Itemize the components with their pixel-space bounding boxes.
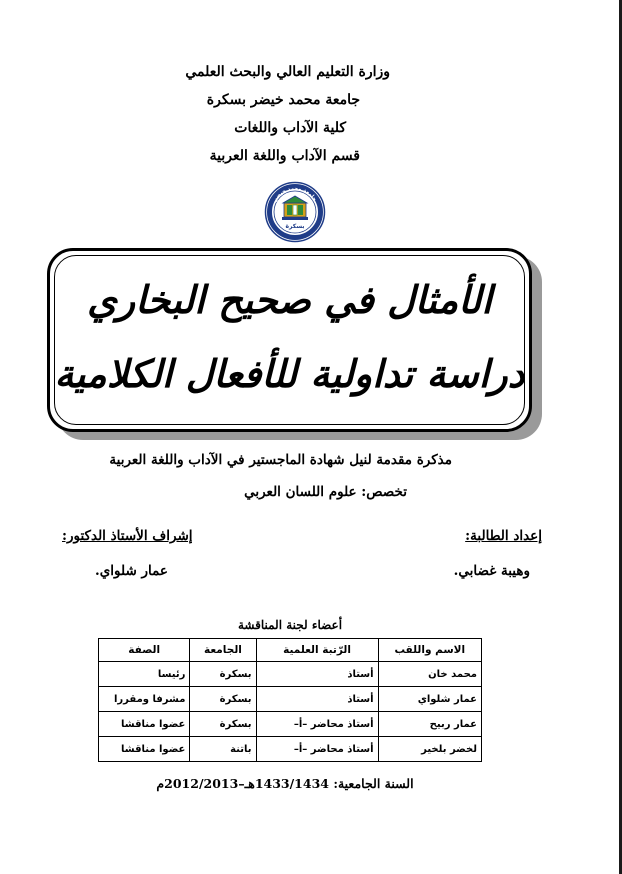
cell-rank: أستاذ bbox=[256, 687, 378, 712]
header-name: الاسم واللقب bbox=[378, 639, 481, 662]
faculty-name: كلية الآداب واللغات bbox=[234, 120, 346, 136]
cell-role: رئيسا bbox=[99, 662, 190, 687]
cell-rank: أستاذ bbox=[256, 662, 378, 687]
cell-name: محمد خان bbox=[378, 662, 481, 687]
cell-role: عضوا مناقشا bbox=[99, 737, 190, 762]
university-seal-icon bbox=[264, 181, 326, 243]
thesis-title-line2: دراسة تداولية للأفعال الكلامية bbox=[54, 351, 525, 396]
cell-name: عمار ربيح bbox=[378, 712, 481, 737]
cell-role: مشرفا ومقررا bbox=[99, 687, 190, 712]
student-label: إعداد الطالبة: bbox=[465, 528, 542, 544]
committee-table bbox=[98, 638, 482, 762]
department-name: قسم الآداب واللغة العربية bbox=[209, 148, 360, 164]
seal-bottom-text: بسكرة bbox=[285, 223, 305, 230]
cell-name: لخضر بلخير bbox=[378, 737, 481, 762]
thesis-title-box bbox=[47, 248, 532, 432]
table-row bbox=[99, 737, 482, 762]
thesis-title-line1: الأمثال في صحيح البخاري bbox=[87, 277, 492, 322]
table-row bbox=[99, 687, 482, 712]
thesis-degree-note: مذكرة مقدمة لنيل شهادة الماجستير في الآداب واللغة العربية bbox=[109, 452, 452, 468]
table-header-row bbox=[99, 639, 482, 662]
cell-rank: أستاذ محاضر –أ– bbox=[256, 737, 378, 762]
academic-year: السنة الجامعية: 1433/1434هـ–2012/2013م bbox=[156, 776, 414, 791]
cell-university: بسكرة bbox=[190, 712, 256, 737]
table-row bbox=[99, 662, 482, 687]
committee-title: أعضاء لجنة المناقشة bbox=[237, 618, 343, 632]
cell-rank: أستاذ محاضر –أ– bbox=[256, 712, 378, 737]
header-role: الصفة bbox=[99, 639, 190, 662]
supervisor-name: عمار شلواي. bbox=[95, 563, 168, 579]
header-rank: الرّتبة العلمية bbox=[256, 639, 378, 662]
seal-top-text: جامعة محمد خيضر bbox=[272, 185, 318, 203]
cell-university: بسكرة bbox=[190, 687, 256, 712]
cell-name: عمار شلواي bbox=[378, 687, 481, 712]
university-name: جامعة محمد خيضر بسكرة bbox=[206, 92, 360, 108]
student-name: وهيبة غضابي. bbox=[453, 563, 530, 579]
table-row bbox=[99, 712, 482, 737]
cell-university: باتنة bbox=[190, 737, 256, 762]
cell-role: عضوا مناقشا bbox=[99, 712, 190, 737]
specialization: تخصص: علوم اللسان العربي bbox=[244, 484, 407, 500]
supervisor-label: إشراف الأستاذ الدكتور: bbox=[62, 528, 193, 544]
ministry-name: وزارة التعليم العالي والبحث العلمي bbox=[185, 64, 390, 80]
cell-university: بسكرة bbox=[190, 662, 256, 687]
header-university: الجامعة bbox=[190, 639, 256, 662]
